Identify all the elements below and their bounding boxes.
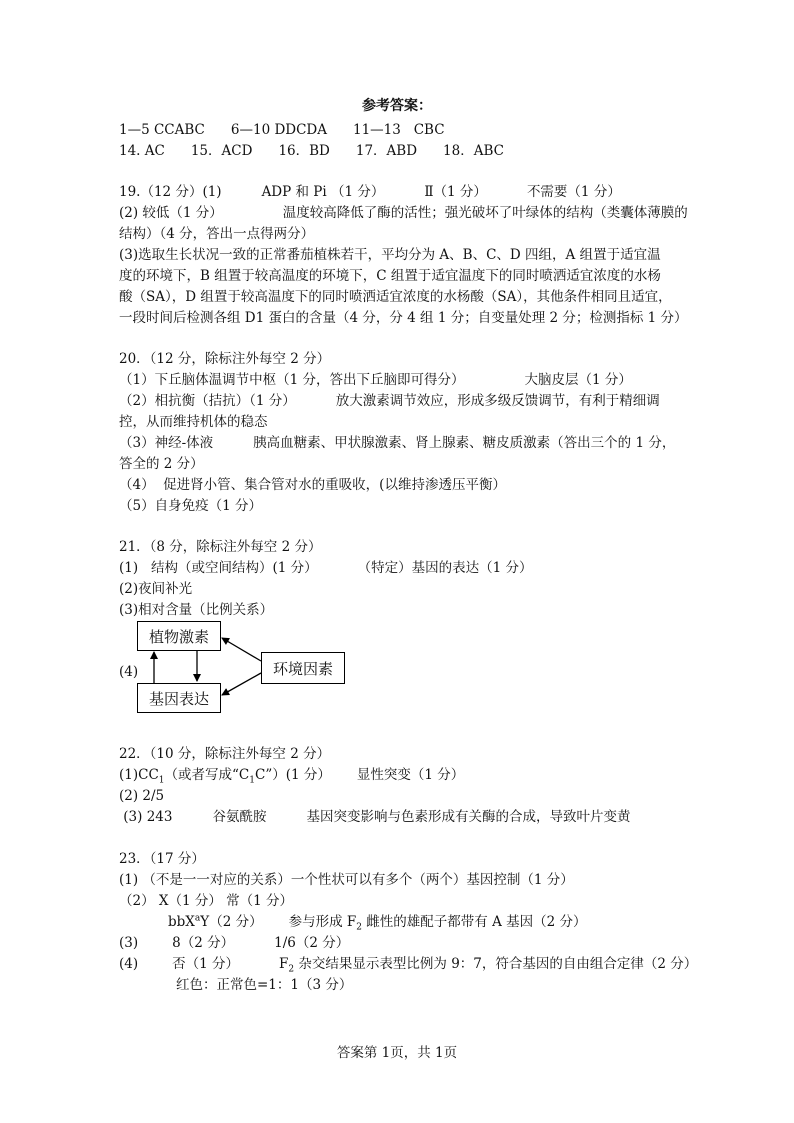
q22-p1-sub2: 1 <box>249 775 255 786</box>
q20-p2-a: （2）相抗衡（拮抗）（1 分） <box>119 393 296 409</box>
q23-part2-cont <box>168 913 587 933</box>
q23-genotype-pre: bbX <box>168 914 195 930</box>
choice-line-1 <box>119 122 445 138</box>
q23-p4-c-sub: 2 <box>288 964 295 975</box>
choice-16: 16．BD <box>278 143 330 159</box>
q22-p1-pre: (1)CC <box>119 767 159 783</box>
q19-head: 19.（12 分）(1) <box>119 184 222 200</box>
q20-p2-b: 放大激素调节效应，形成多级反馈调节，有利于精细调 <box>335 393 660 409</box>
q23-p3-c: 1/6（2 分） <box>274 935 350 951</box>
page-footer: 答案第 1页，共 1页 <box>336 1045 458 1061</box>
q20-part1 <box>119 372 632 388</box>
choice-11-13: 11—13 CBC <box>353 122 445 138</box>
gene-expression-label: 基因表达 <box>148 689 209 708</box>
q22-p3-c: 基因突变影响与色素形成有关酶的合成，导致叶片变黄 <box>306 809 631 825</box>
q20-p3-b: 胰高血糖素、甲状腺激素、肾上腺素、糖皮质激素（答出三个的 1 分， <box>253 435 676 451</box>
q23-genotype-post: Y（2 分） <box>200 914 263 930</box>
q22-p1-b: 显性突变（1 分） <box>356 767 465 783</box>
q19-answer-3: 不需要（1 分） <box>526 184 621 200</box>
q20-p3-a: （3）神经-体液 <box>119 435 214 451</box>
q22-p3-a: (3) 243 <box>119 809 173 825</box>
q23-p4-label: (4) <box>119 956 139 972</box>
q19-part2-line1 <box>119 205 688 221</box>
q19-part3-line1: (3)选取生长状况一致的正常番茄植株若干，平均分为 A、B、C、D 四组，A 组置于适宜温 <box>119 247 661 263</box>
q23-part2: （2） X（1 分） 常（1 分） <box>119 893 294 909</box>
q21-part3: (3)相对含量（比例关系） <box>119 602 274 618</box>
q23-p3-label: (3) <box>119 935 139 951</box>
q23-part4 <box>119 956 698 975</box>
q20-head: 20．（12 分，除标注外每空 2 分） <box>119 351 331 367</box>
q20-p1-a: （1）下丘脑体温调节中枢（1 分，答出下丘脑即可得分） <box>119 372 465 388</box>
arrow-env-to-gene <box>222 673 261 695</box>
q23-part3 <box>119 935 349 951</box>
q19-part3-line4: 一段时间后检测各组 D1 蛋白的含量（4 分，分 4 组 1 分；自变量处理 2 分；检测指标 1 分） <box>119 310 688 326</box>
choice-17: 17．ABD <box>355 143 418 159</box>
arrow-env-to-hormone <box>222 638 261 661</box>
q21-part4-label: (4) <box>119 664 139 680</box>
q23-reason-pre: 参与形成 F <box>288 914 357 930</box>
choice-18: 18．ABC <box>443 143 504 159</box>
q23-part4-cont: 红色：正常色=1：1（3 分） <box>176 977 353 993</box>
q19-part2-line2: 结构）（4 分，答出一点得两分） <box>119 226 315 242</box>
q22-p1-mid: （或者写成“C <box>164 767 250 783</box>
q23-p4-c-post: 杂交结果显示表型比例为 9：7，符合基因的自由组合定律（2 分） <box>294 956 698 972</box>
q19-p2-reason: 温度较高降低了酶的活性；强光破坏了叶绿体的结构（类囊体薄膜的 <box>282 205 688 221</box>
q23-p4-b: 否（1 分） <box>172 956 240 972</box>
q23-genotype-sup: a <box>194 913 201 924</box>
q23-reason-sub: 2 <box>356 922 362 933</box>
q20-p1-b: 大脑皮层（1 分） <box>524 372 632 388</box>
q19-p2-answer: (2) 较低（1 分） <box>119 205 223 221</box>
q22-p1-post: C”）(1 分） <box>255 767 331 783</box>
q19-answer-1: ADP 和 Pi （1 分） <box>261 184 385 200</box>
q23-p4-c-pre: F <box>279 956 289 972</box>
page-title: 参考答案： <box>362 98 432 114</box>
q23-part1: (1) （不是一一对应的关系）一个性状可以有多个（两个）基因控制（1 分） <box>119 872 574 888</box>
plant-hormone-label: 植物激素 <box>148 627 209 646</box>
q21-head: 21．（8 分，除标注外每空 2 分） <box>119 539 322 555</box>
q20-part3 <box>119 435 675 451</box>
q20-part3-cont: 答全的 2 分） <box>119 456 204 472</box>
choice-15: 15．ACD <box>190 143 253 159</box>
q21-p1-b: （特定）基因的表达（1 分） <box>357 560 533 576</box>
environment-factor-label: 环境因素 <box>272 659 333 678</box>
q23-head: 23．（17 分） <box>119 851 205 867</box>
q20-part5: （5）自身免疫（1 分） <box>119 498 262 514</box>
choice-14: 14. AC <box>119 143 165 159</box>
q21-part2: (2)夜间补光 <box>119 581 193 597</box>
q22-p1-sub: 1 <box>158 775 165 786</box>
choice-line-2 <box>119 143 504 159</box>
environment-factor-box <box>261 652 345 684</box>
gene-expression-box <box>137 683 221 713</box>
q20-part2-cont: 控，从而维持机体的稳态 <box>119 414 268 430</box>
q19-part1 <box>119 184 621 200</box>
q21-p1-a: (1) 结构（或空间结构）(1 分） <box>119 560 318 576</box>
q22-part3 <box>119 809 630 825</box>
q20-part2 <box>119 393 660 409</box>
q23-p3-b: 8（2 分） <box>172 935 235 951</box>
choice-6-10: 6—10 DDCDA <box>230 122 327 138</box>
q22-p3-b: 谷氨酰胺 <box>212 809 267 825</box>
q20-part4: （4） 促进肾小管、集合管对水的重吸收，(以维持渗透压平衡） <box>119 477 506 493</box>
plant-hormone-box <box>137 621 221 651</box>
q19-part3-line3: 酸（SA），D 组置于较高温度下的同时喷洒适宜浓度的水杨酸（SA），其他条件相同且适宜， <box>119 289 672 305</box>
q23-reason-post: 雌性的雄配子都带有 A 基因（2 分） <box>361 914 587 930</box>
q22-head: 22．（10 分，除标注外每空 2 分） <box>119 746 331 762</box>
q22-part2: (2) 2/5 <box>119 788 165 804</box>
q19-answer-2: Ⅱ（1 分） <box>424 184 487 200</box>
q21-part1 <box>119 560 533 576</box>
q22-part1 <box>119 767 465 786</box>
q19-part3-line2: 度的环境下，B 组置于较高温度的环境下，C 组置于适宜温度下的同时喷洒适宜浓度的水杨 <box>119 268 661 284</box>
choice-1-5: 1—5 CCABC <box>119 122 205 138</box>
